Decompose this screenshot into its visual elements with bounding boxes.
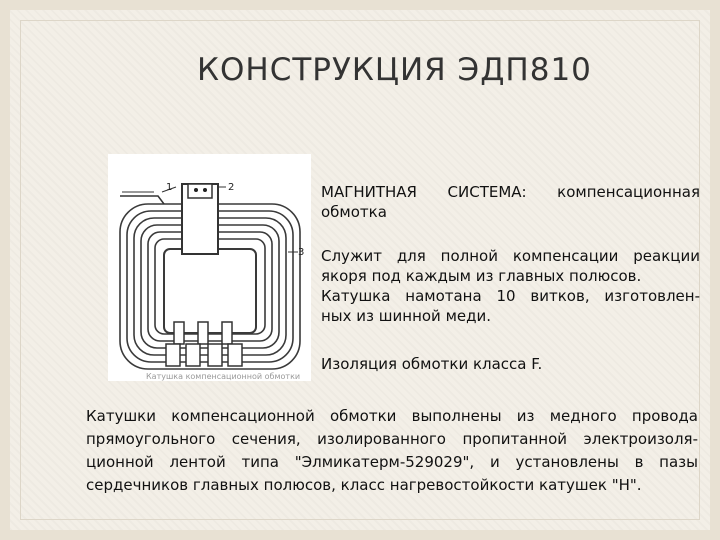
description-line: ных из шинной меди. bbox=[321, 307, 492, 325]
description-line: якоря под каждым из главных полюсов. bbox=[321, 267, 642, 285]
bottom-line: ционной лентой типа "Элмикатерм-529029", и установлены в пазы bbox=[86, 453, 698, 471]
bottom-line: Катушки компенсационной обмотки выполнены из медного провода bbox=[86, 407, 698, 425]
slide-title: КОНСТРУКЦИЯ ЭДП810 bbox=[197, 52, 592, 88]
magnetic-system-line: МАГНИТНАЯ СИСТЕМА: компенсационная bbox=[321, 183, 700, 201]
bottom-line: прямоугольного сечения, изолированного пропитанной электроизоля- bbox=[86, 430, 698, 448]
coil-diagram bbox=[108, 154, 311, 381]
insulation-text: Изоляция обмотки класса F. bbox=[321, 355, 543, 373]
bottom-paragraph bbox=[86, 405, 698, 497]
diagram-label-3: 3 bbox=[298, 247, 305, 258]
bottom-line: сердечников главных полюсов, класс нагревостойкости катушек "Н". bbox=[86, 476, 642, 494]
diagram-label-2: 2 bbox=[228, 182, 235, 193]
magnetic-system-line: обмотка bbox=[321, 203, 387, 221]
description-text bbox=[321, 246, 700, 326]
description-line: Служит для полной компенсации реакции bbox=[321, 247, 700, 265]
diagram-label-1: 1 bbox=[166, 182, 173, 193]
description-line: Катушка намотана 10 витков, изготовлен- bbox=[321, 287, 700, 305]
diagram-caption: Катушка компенсационной обмотки bbox=[146, 372, 301, 381]
coil-drawing bbox=[108, 154, 311, 381]
core-window bbox=[164, 249, 256, 333]
magnetic-system-text bbox=[321, 182, 700, 222]
